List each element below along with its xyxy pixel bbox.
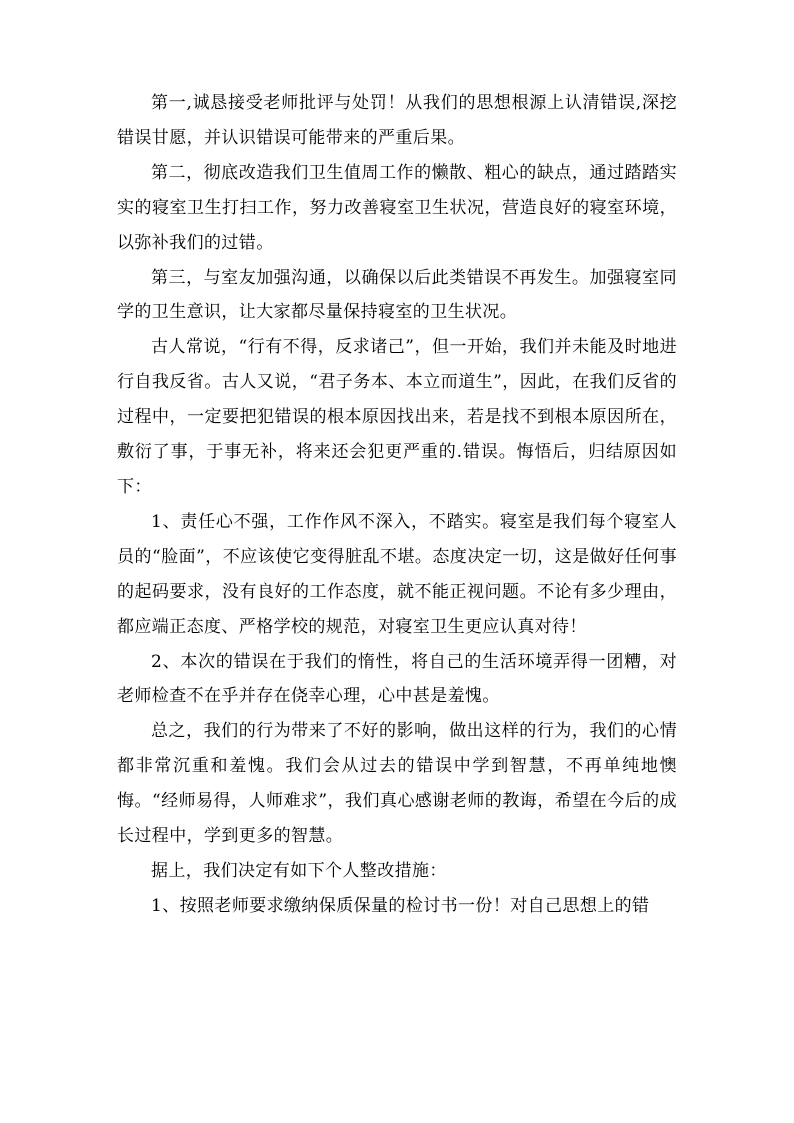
paragraph-5: 1、责任心不强，工作作风不深入，不踏实。寝室是我们每个寝室人员的“脸面”，不应该使它变得脏乱不堪。态度决定一切，这是做好任何事的起码要求，没有良好的工作态度，就不能正视问题。不论有多少理由，都应端正态度、严格学校的规范，对寝室卫生更应认真对待！ bbox=[117, 511, 677, 637]
paragraph-8: 据上，我们决定有如下个人整改措施： bbox=[151, 860, 447, 881]
document-body bbox=[117, 86, 677, 924]
paragraph-7: 总之，我们的行为带来了不好的影响，做出这样的行为，我们的心情都非常沉重和羞愧。我们会从过去的错误中学到智慧，不再单纯地懊悔。“经师易得，人师难求”，我们真心感谢老师的教诲，希望在今后的成长过程中，学到更多的智慧。 bbox=[117, 721, 677, 847]
paragraph-2: 第二，彻底改造我们卫生值周工作的懒散、粗心的缺点，通过踏踏实实的寝室卫生打扫工作，努力改善寝室卫生状况，营造良好的寝室环境，以弥补我们的过错。 bbox=[117, 162, 677, 253]
paragraph-3: 第三，与室友加强沟通，以确保以后此类错误不再发生。加强寝室同学的卫生意识，让大家都尽量保持寝室的卫生状况。 bbox=[117, 267, 677, 323]
paragraph-4: 古人常说，“行有不得，反求诸己”，但一开始，我们并未能及时地进行自我反省。古人又说，“君子务本、本立而道生”，因此，在我们反省的过程中，一定要把犯错误的根本原因找出来，若是找不到根本原因所在，敷衍了事，于事无补，将来还会犯更严重的.错误。悔悟后，归结原因如下： bbox=[117, 337, 677, 497]
paragraph-1: 第一,诚恳接受老师批评与处罚！从我们的思想根源上认清错误,深挖错误甘愿，并认识错误可能带来的严重后果。 bbox=[117, 93, 677, 148]
paragraph-6: 2、本次的错误在于我们的惰性，将自己的生活环境弄得一团糟，对老师检查不在乎并存在侥幸心理，心中甚是羞愧。 bbox=[117, 651, 677, 707]
paragraph-9: 1、按照老师要求缴纳保质保量的检讨书一份！对自己思想上的错 bbox=[151, 895, 650, 916]
